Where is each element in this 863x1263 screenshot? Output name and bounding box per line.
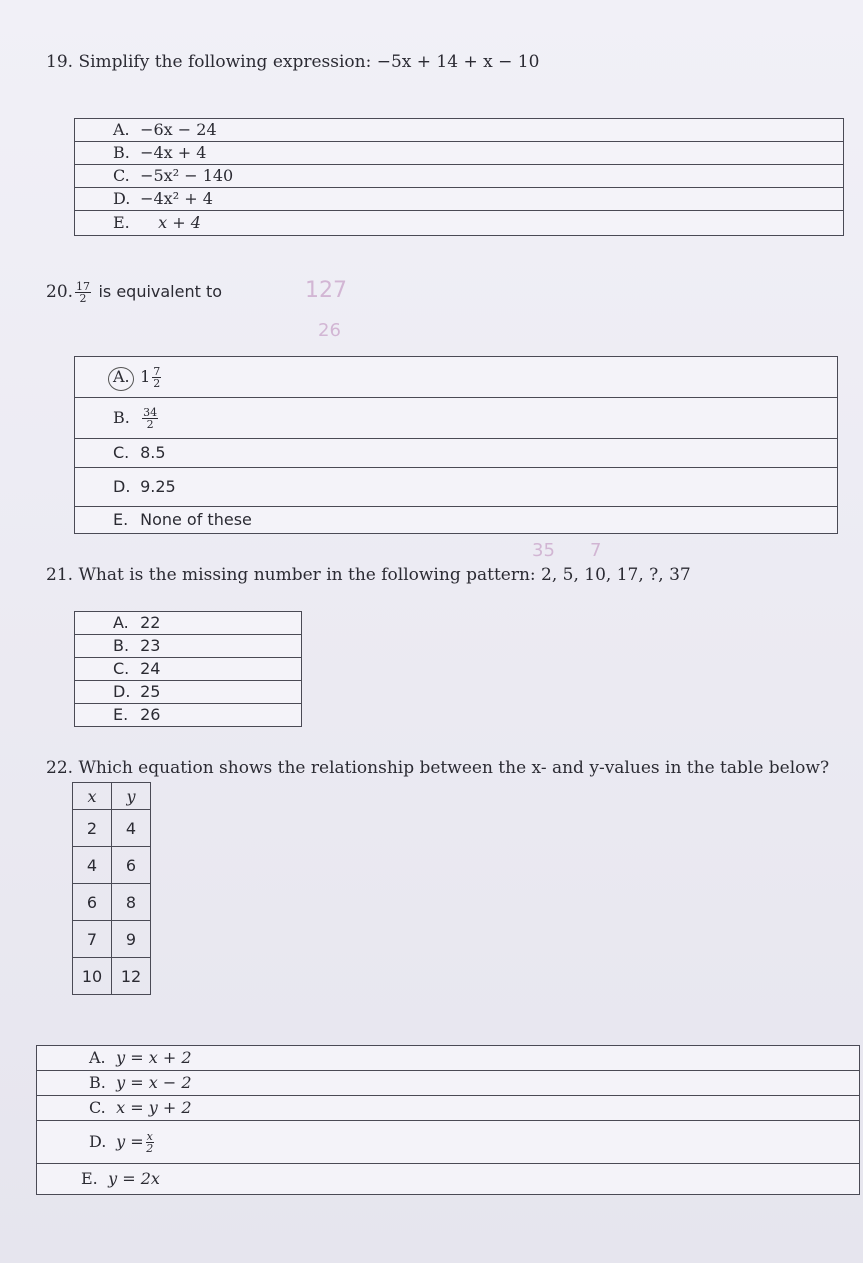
- question-20-fraction: [75, 281, 91, 304]
- option-row[interactable]: [37, 1071, 860, 1096]
- question-20: [46, 281, 222, 304]
- option-letter: B.: [89, 1073, 106, 1092]
- option-text: y = x − 2: [116, 1073, 192, 1092]
- handwritten-scribble: 7: [590, 540, 602, 561]
- table-row: [73, 958, 151, 995]
- option-letter: E.: [113, 213, 130, 232]
- table-cell: 8: [112, 884, 151, 921]
- option-text: −5x² − 140: [140, 166, 234, 185]
- option-row[interactable]: [37, 1121, 860, 1164]
- option-letter: A.: [113, 120, 130, 139]
- question-19: [46, 52, 539, 72]
- table-row: [73, 921, 151, 958]
- option-text: −4x + 4: [140, 143, 207, 162]
- option-row[interactable]: [37, 1096, 860, 1121]
- question-22-prompt: 22. Which equation shows the relationship between the x- and y-values in the table below?: [46, 758, 830, 778]
- option-letter: A.: [89, 1048, 106, 1067]
- table-header-y: y: [112, 783, 151, 810]
- option-letter: E.: [81, 1169, 98, 1188]
- option-row[interactable]: [75, 681, 302, 704]
- fraction-numerator: 7: [153, 364, 161, 378]
- table-cell: 10: [73, 958, 112, 995]
- option-text: y = x + 2: [116, 1048, 192, 1067]
- question-19-options: [74, 118, 844, 236]
- option-row[interactable]: [75, 635, 302, 658]
- option-row[interactable]: [75, 439, 838, 468]
- option-row[interactable]: [75, 612, 302, 635]
- option-row[interactable]: [75, 119, 844, 142]
- option-text: y =: [116, 1131, 144, 1151]
- option-row[interactable]: [75, 658, 302, 681]
- table-cell: 4: [112, 810, 151, 847]
- table-cell: 6: [73, 884, 112, 921]
- table-cell: 4: [73, 847, 112, 884]
- option-letter: D.: [89, 1131, 107, 1151]
- table-row: [73, 810, 151, 847]
- table-cell: 6: [112, 847, 151, 884]
- fraction-numerator: 34: [143, 405, 158, 419]
- option-letter: C.: [113, 443, 130, 462]
- option-letter: B.: [113, 636, 130, 655]
- option-row[interactable]: [75, 468, 838, 507]
- option-text: x = y + 2: [116, 1098, 192, 1117]
- question-21: [46, 565, 691, 585]
- table-header-row: [73, 783, 151, 810]
- option-letter: D.: [113, 189, 131, 208]
- question-21-options: [74, 611, 302, 727]
- option-text: 26: [140, 705, 161, 724]
- option-text: −4x² + 4: [140, 189, 213, 208]
- fraction-denominator: 2: [146, 417, 154, 431]
- question-20-number: 20.: [46, 282, 74, 302]
- option-letter: C.: [89, 1098, 106, 1117]
- option-row[interactable]: [75, 165, 844, 188]
- option-row[interactable]: [75, 142, 844, 165]
- option-text: 23: [140, 636, 161, 655]
- question-21-prompt: 21. What is the missing number in the following pattern: 2, 5, 10, 17, ?, 37: [46, 565, 691, 585]
- fraction-denominator: 2: [79, 292, 87, 305]
- option-letter: E.: [113, 510, 129, 529]
- option-row[interactable]: [75, 398, 838, 439]
- table-cell: 7: [73, 921, 112, 958]
- table-row: [73, 884, 151, 921]
- question-19-prompt: Simplify the following expression: −5x + 14 + x − 10: [78, 52, 540, 72]
- handwritten-scribble: 35: [532, 540, 555, 561]
- question-19-number: 19.: [46, 52, 74, 72]
- question-20-prompt: is equivalent to: [98, 282, 223, 301]
- option-letter: C.: [113, 166, 130, 185]
- table-cell: 12: [112, 958, 151, 995]
- option-letter: E.: [113, 705, 129, 724]
- option-text: None of these: [140, 510, 252, 529]
- answer-circle-mark: [108, 367, 134, 391]
- question-22-options: [36, 1045, 860, 1195]
- handwritten-scribble: 127: [305, 278, 347, 303]
- option-text: 22: [140, 613, 161, 632]
- option-letter: D.: [113, 477, 131, 496]
- question-20-options: [74, 356, 838, 534]
- option-letter: A.: [113, 613, 129, 632]
- option-text: 9.25: [140, 477, 176, 496]
- fraction-numerator: x: [146, 1129, 153, 1143]
- table-header-x: x: [73, 783, 112, 810]
- question-22: [46, 758, 829, 778]
- fraction-denominator: 2: [146, 1141, 154, 1155]
- option-text: 24: [140, 659, 161, 678]
- fraction-denominator: 2: [153, 376, 161, 390]
- option-row[interactable]: [75, 507, 838, 534]
- option-letter: B.: [113, 407, 130, 427]
- option-row[interactable]: [37, 1164, 860, 1195]
- table-cell: 2: [73, 810, 112, 847]
- option-text: x + 4: [158, 213, 201, 232]
- option-letter: D.: [113, 682, 131, 701]
- option-row[interactable]: [75, 211, 844, 236]
- option-text: −6x − 24: [140, 120, 217, 139]
- option-text: 25: [140, 682, 161, 701]
- option-text: 8.5: [140, 443, 166, 462]
- option-row[interactable]: [75, 188, 844, 211]
- option-row[interactable]: [37, 1046, 860, 1071]
- table-cell: 9: [112, 921, 151, 958]
- option-row[interactable]: [75, 357, 838, 398]
- option-text: y = 2x: [108, 1169, 160, 1188]
- option-letter: A.: [113, 366, 130, 386]
- option-letter: C.: [113, 659, 130, 678]
- option-row[interactable]: [75, 704, 302, 727]
- table-row: [73, 847, 151, 884]
- handwritten-scribble: 26: [318, 320, 341, 341]
- option-letter: B.: [113, 143, 130, 162]
- xy-value-table: [72, 782, 151, 995]
- option-whole-number: 1: [140, 366, 151, 386]
- fraction-numerator: 17: [76, 280, 91, 293]
